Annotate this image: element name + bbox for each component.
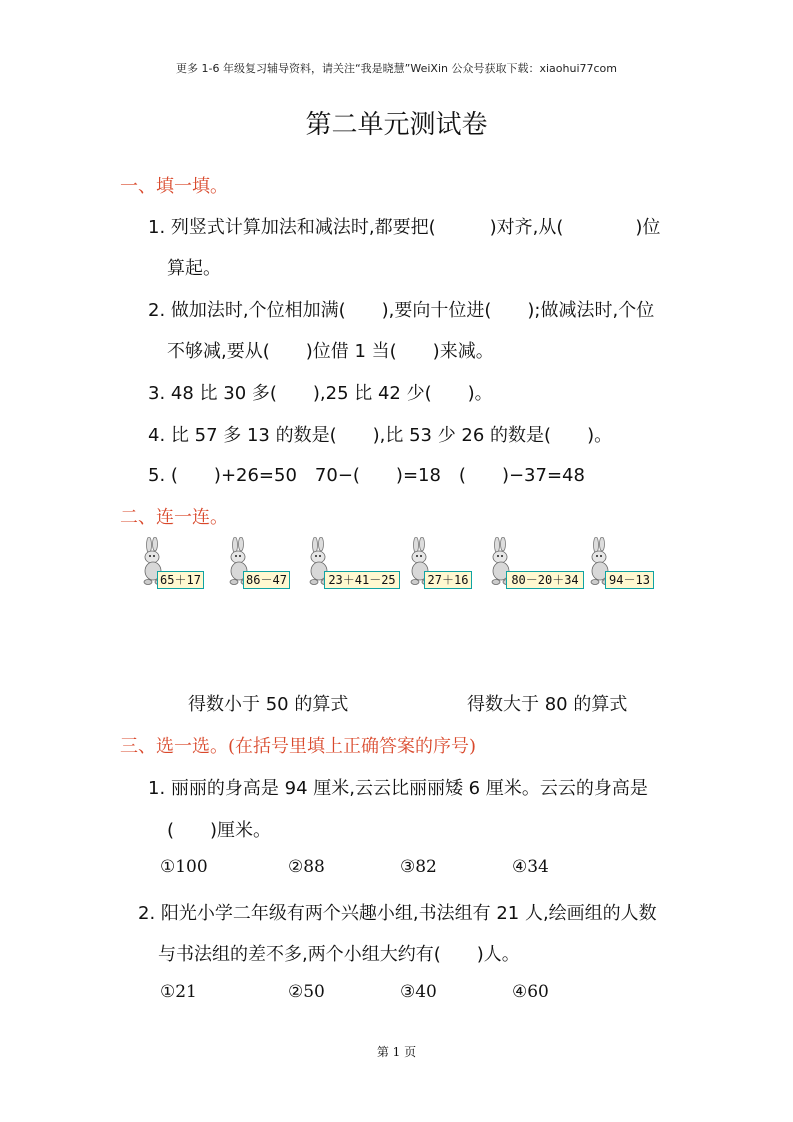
s3-q1-option: ③82 bbox=[400, 857, 437, 877]
box-greater-than-80: 得数大于 80 的算式 bbox=[467, 694, 628, 715]
expression-card[interactable]: 86－47 bbox=[243, 571, 290, 589]
s1-q4: 4. 比 57 多 13 的数是( ),比 53 少 26 的数是( )。 bbox=[148, 425, 613, 446]
s3-q1-line2: ( )厘米。 bbox=[167, 820, 272, 841]
page-header: 更多 1-6 年级复习辅导资料，请关注“我是晓慧”WeiXin 公众号获取下载：xiaohui77com bbox=[176, 62, 617, 75]
page-title: 第二单元测试卷 bbox=[305, 110, 488, 140]
s1-q2-line2: 不够减,要从( )位借 1 当( )来减。 bbox=[167, 341, 494, 362]
s3-q1-option: ②88 bbox=[288, 857, 325, 877]
s3-q1-option: ④34 bbox=[512, 857, 549, 877]
expression-card[interactable]: 65＋17 bbox=[157, 571, 204, 589]
expression-card[interactable]: 27＋16 bbox=[424, 571, 472, 589]
s1-q1-line1: 1. 列竖式计算加法和减法时,都要把( )对齐,从( )位 bbox=[148, 217, 661, 238]
s3-q1-line1: 1. 丽丽的身高是 94 厘米,云云比丽丽矮 6 厘米。云云的身高是 bbox=[148, 778, 648, 799]
expression-card[interactable]: 23＋41－25 bbox=[324, 571, 400, 589]
expression-card[interactable]: 80－20＋34 bbox=[506, 571, 584, 589]
s1-q1-line2: 算起。 bbox=[167, 258, 221, 279]
expression-card[interactable]: 94－13 bbox=[605, 571, 654, 589]
s1-q3: 3. 48 比 30 多( ),25 比 42 少( )。 bbox=[148, 383, 493, 404]
s3-q2-option: ④60 bbox=[512, 982, 549, 1002]
section-1-heading: 一、填一填。 bbox=[120, 176, 228, 197]
s3-q2-line1: 2. 阳光小学二年级有两个兴趣小组,书法组有 21 人,绘画组的人数 bbox=[138, 903, 657, 924]
s3-q2-line2: 与书法组的差不多,两个小组大约有( )人。 bbox=[158, 944, 520, 965]
s3-q2-option: ②50 bbox=[288, 982, 325, 1002]
box-less-than-50: 得数小于 50 的算式 bbox=[188, 694, 349, 715]
s3-q2-option: ③40 bbox=[400, 982, 437, 1002]
s3-q1-option: ①100 bbox=[160, 857, 208, 877]
section-3-heading: 三、选一选。(在括号里填上正确答案的序号) bbox=[120, 736, 477, 757]
section-2-heading: 二、连一连。 bbox=[120, 507, 228, 528]
s1-q5: 5. ( )+26=50 70−( )=18 ( )−37=48 bbox=[148, 465, 585, 486]
s3-q2-option: ①21 bbox=[160, 982, 197, 1002]
page-footer: 第 1 页 bbox=[376, 1045, 417, 1059]
s1-q2-line1: 2. 做加法时,个位相加满( ),要向十位进( );做减法时,个位 bbox=[148, 300, 655, 321]
